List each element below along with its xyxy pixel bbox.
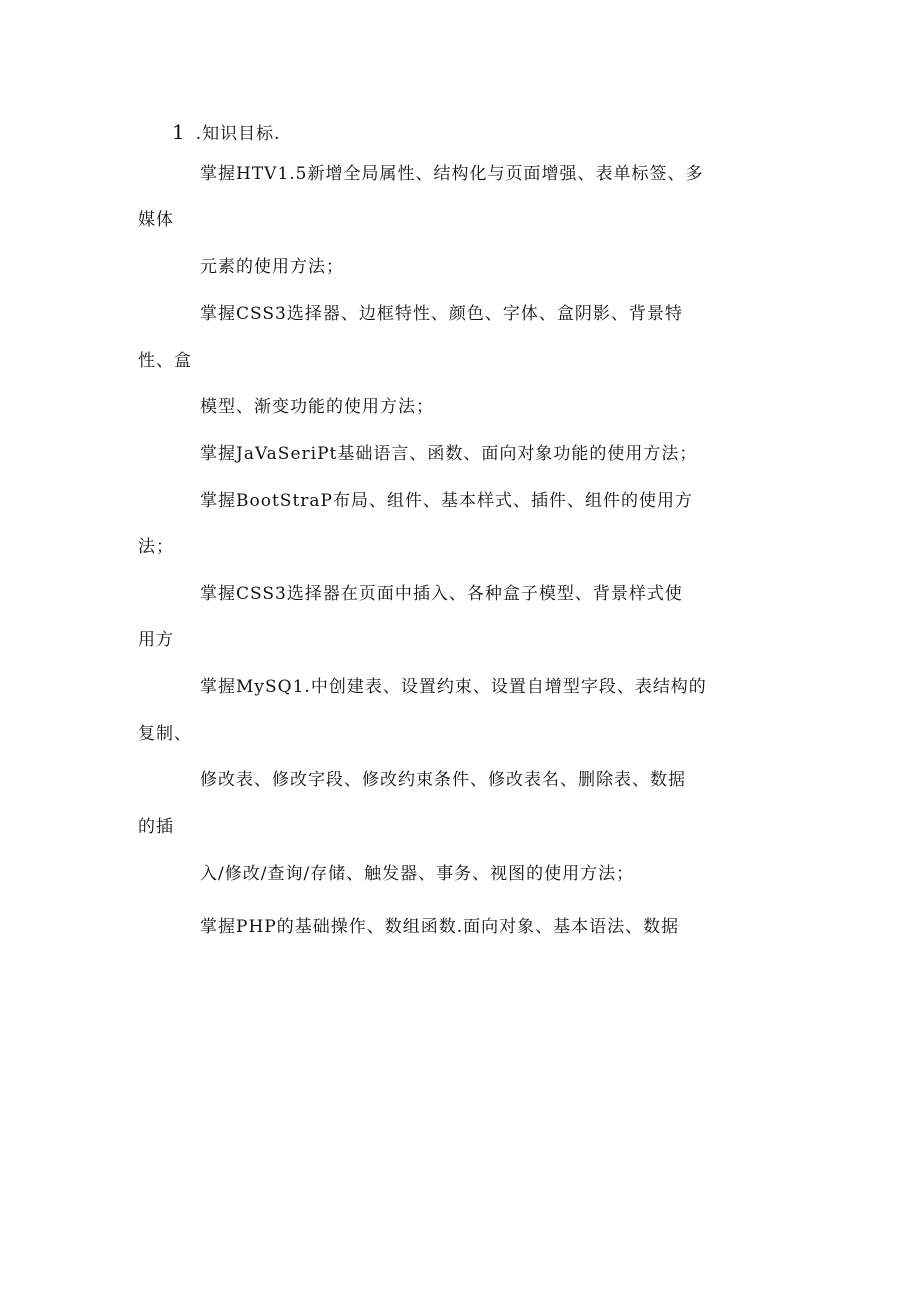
text-line: 掌握MySQ1.中创建表、设置约束、设置自增型字段、表结构的 <box>200 677 707 697</box>
text-line: 掌握HTV1.5新增全局属性、结构化与页面增强、表单标签、多 <box>200 164 704 184</box>
text-line: 的插 <box>138 817 174 837</box>
heading-text: .知识目标. <box>195 124 281 144</box>
text-line: 性、盒 <box>138 351 192 371</box>
text-line: 复制、 <box>138 724 192 744</box>
text-line: 模型、渐变功能的使用方法； <box>200 397 434 417</box>
section-heading <box>172 120 281 146</box>
text-line: 元素的使用方法； <box>200 257 344 277</box>
text-line: 掌握CSS3选择器在页面中插入、各种盒子模型、背景样式使 <box>200 584 683 604</box>
text-line: 媒体 <box>138 210 174 230</box>
text-line: 掌握PHP的基础操作、数组函数.面向对象、基本语法、数据 <box>200 917 680 937</box>
text-line: 用方 <box>138 630 174 650</box>
text-line: 掌握JaVaSeriPt基础语言、函数、面向对象功能的使用方法； <box>200 444 698 464</box>
text-line: 修改表、修改字段、修改约束条件、修改表名、删除表、数据 <box>200 770 686 790</box>
text-line: 法； <box>138 537 174 557</box>
heading-number: 1 <box>172 120 186 144</box>
text-line: 掌握BootStraP布局、组件、基本样式、插件、组件的使用方 <box>200 491 693 511</box>
text-line: 入/修改/查询/存储、触发器、事务、视图的使用方法； <box>200 864 635 884</box>
text-line: 掌握CSS3选择器、边框特性、颜色、字体、盒阴影、背景特 <box>200 304 683 324</box>
